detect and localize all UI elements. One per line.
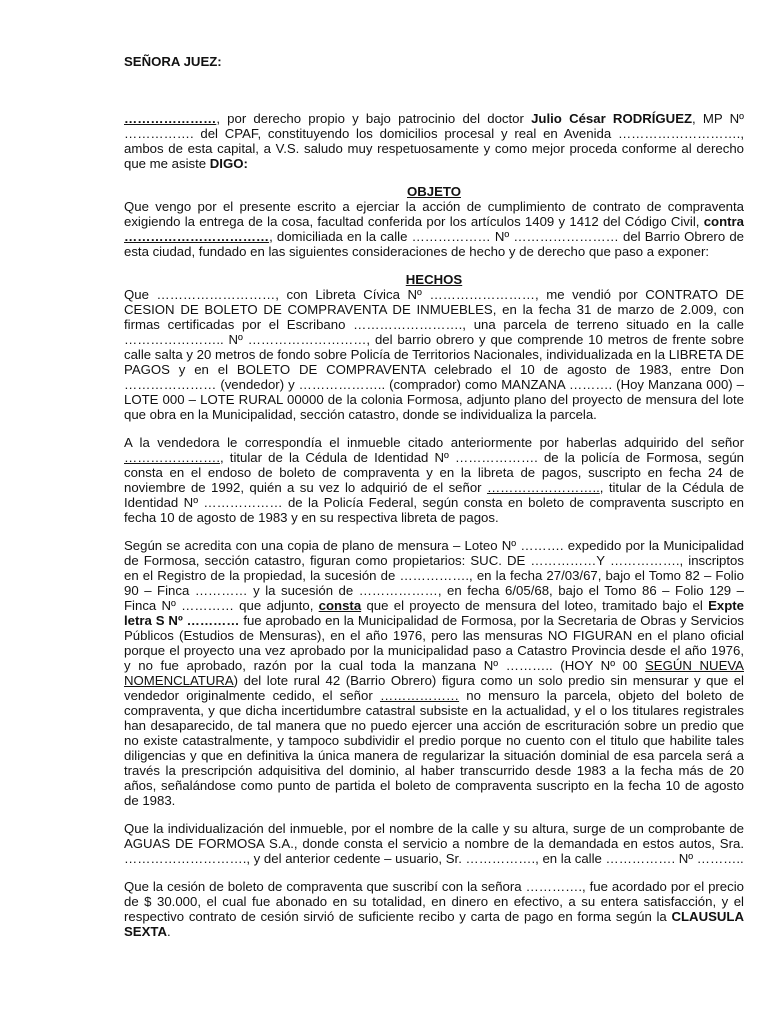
hechos-paragraph-3: Según se acredita con una copia de plano de mensura – Loteo Nº ………. expedido por la Municipalidad de Formosa, sección catastro, figuran como propietarios: SUC. DE ……………Y ……………., inscriptos en el Registro de la propiedad, la sucesión de ……………., en la fecha 27/03/67, bajo el Tomo 82 – Folio 90 – Finca ………… y la sucesión de ………………, en fecha 6/05/68, bajo el Tomo 86 – Folio 129 – Finca Nº ………… que adjunto, consta que el proyecto de mensura del loteo, tramitado bajo el Expte letra S Nº ………… fue aprobado en la Municipalidad de Formosa, por la Secretaria de Obras y Servicios Públicos (Estudios de Mensuras), en el año 1976, pero las mensuras NO FIGURAN en el plano oficial porque el proyecto una vez aprobado por la municipalidad paso a Catastro Provincia desde el año 1976, y no fue aprobado, razón por la cual toda la manzana Nº ……….. (HOY Nº 00 SEGÚN NUEVA NOMENCLATURA) del lote rural 42 (Barrio Obrero) figura como un solo predio sin mensurar y que el vendedor originalmente cedido, el señor ……………… no mensuro la parcela, objeto del boleto de compraventa, y que dicha incertidumbre catastral subsiste en la actualidad, y el o los titulares registrales han desaparecido, de tal manera que no puedo ejercer una acción de escrituración sobre un predio que no existe catastralmente, y tampoco subdividir el predio porque no cuento con el titulo que habilite tales diligencias y que en definitiva la única manera de regularizar la situación dominial de esa parcela será a través la prescripción adquisitiva del dominio, al haber transcurrido desde 1983 a la fecha más de 20 años, señalándose como punto de partida el boleto de compraventa suscripto en la fecha 10 de agosto de 1983. <box>124 538 745 808</box>
hechos-paragraph-2: A la vendedora le correspondía el inmueble citado anteriormente por haberlas adquirido del señor …………………., titular de la Cédula de Identidad Nº ………………. de la policía de Formosa, según consta en el endoso de boleto de compraventa y en la libreta de pagos, suscripto en fecha 24 de noviembre de 1992, quién a su vez lo adquirió de el señor …………………….., titular de la Cédula de Identidad Nº ……………… de la Policía Federal, según consta en boleto de compraventa suscripto en fecha 10 de agosto de 1983 y en su respectiva libreta de pagos. <box>124 435 744 525</box>
expediente-reference: Expte letra S Nº ………… <box>124 598 744 628</box>
defendant-blank: …………………………… <box>124 229 270 244</box>
original-seller-blank: ……………… <box>379 688 460 703</box>
lawyer-name: Julio César RODRÍGUEZ <box>531 111 693 126</box>
hechos-paragraph-4: Que la individualización del inmueble, por el nombre de la calle y su altura, surge de un comprobante de AGUAS DE FORMOSA S.A., donde consta el servicio a nombre de la demandada en estos autos, Sra. ………………………., y del anterior cedente – usuario, Sr. ……………., en la calle ……………. Nº ……….. <box>124 821 744 866</box>
previous-owner-blank: …………………….. <box>486 480 600 495</box>
objeto-paragraph: Que vengo por el presente escrito a ejerciar la acción de cumplimiento de contrato de compraventa exigiendo la entrega de la cosa, facultad conferida por los artículos 1409 y 1412 del Código Civil, contra ……………………………, domiciliada en la calle ……………… Nº …………………… del Barrio Obrero de esta ciudad, fundado en las siguientes consideraciones de hecho y de derecho que paso a exponer: <box>124 199 744 259</box>
consta-word: consta <box>318 598 362 613</box>
hechos-paragraph-5: Que la cesión de boleto de compraventa que suscribí con la señora …………., fue acordado por el precio de $ 30.000, el cual fue abonado en su totalidad, en dinero en efectivo, a su entera satisfacción, y el respectivo contrato de cesión sirvió de suficiente recibo y carta de pago en forma según la CLAUSULA SEXTA. <box>124 879 744 939</box>
section-title-hechos: HECHOS <box>405 272 463 287</box>
digo-word: DIGO: <box>209 156 248 171</box>
nomenclatura-note: SEGÚN NUEVA NOMENCLATURA <box>124 658 744 688</box>
clausula-sexta: CLAUSULA SEXTA <box>124 909 744 939</box>
seller-name-blank: …………………. <box>124 450 220 465</box>
hechos-paragraph-1: Que ………………………, con Libreta Cívica Nº ……………………, me vendió por CONTRATO DE CESION DE BOLETO DE COMPRAVENTA DE INMUEBLES, en la fecha 31 de marzo de 2.009, con firmas certificadas por el Escribano ……………………., una parcela de terreno situado en la calle ………………….. Nº ………………………, del barrio obrero y que comprende 10 metros de frente sobre calle salta y 20 metros de fondo sobre Policía de Territorios Nacionales, individualizada en la LIBRETA DE PAGOS y en el BOLETO DE COMPRAVENTA celebrado el 10 de agosto de 1983, entre Don ………………… (vendedor) y ……………….. (comprador) como MANZANA ………. (Hoy Manzana 000) – LOTE 000 – LOTE RURAL 00000 de la colonia Formosa, adjunto plano del proyecto de mensura del lote que obra en la Municipalidad, sección catastro, donde se individualiza la parcela. <box>124 287 744 422</box>
intro-paragraph: …………………, por derecho propio y bajo patrocinio del doctor Julio César RODRÍGUEZ, MP Nº ……………. del CPAF, constituyendo los domicilios procesal y real en Avenida ………………………., ambos de esta capital, a V.S. saludo muy respetuosamente y como mejor proceda conforme al derecho que me asiste DIGO: <box>124 111 744 171</box>
section-title-objeto: OBJETO <box>407 184 461 199</box>
contra-word: contra <box>703 214 744 229</box>
intro-name-blank: ………………… <box>124 111 217 126</box>
salutation: SEÑORA JUEZ: <box>124 54 222 69</box>
